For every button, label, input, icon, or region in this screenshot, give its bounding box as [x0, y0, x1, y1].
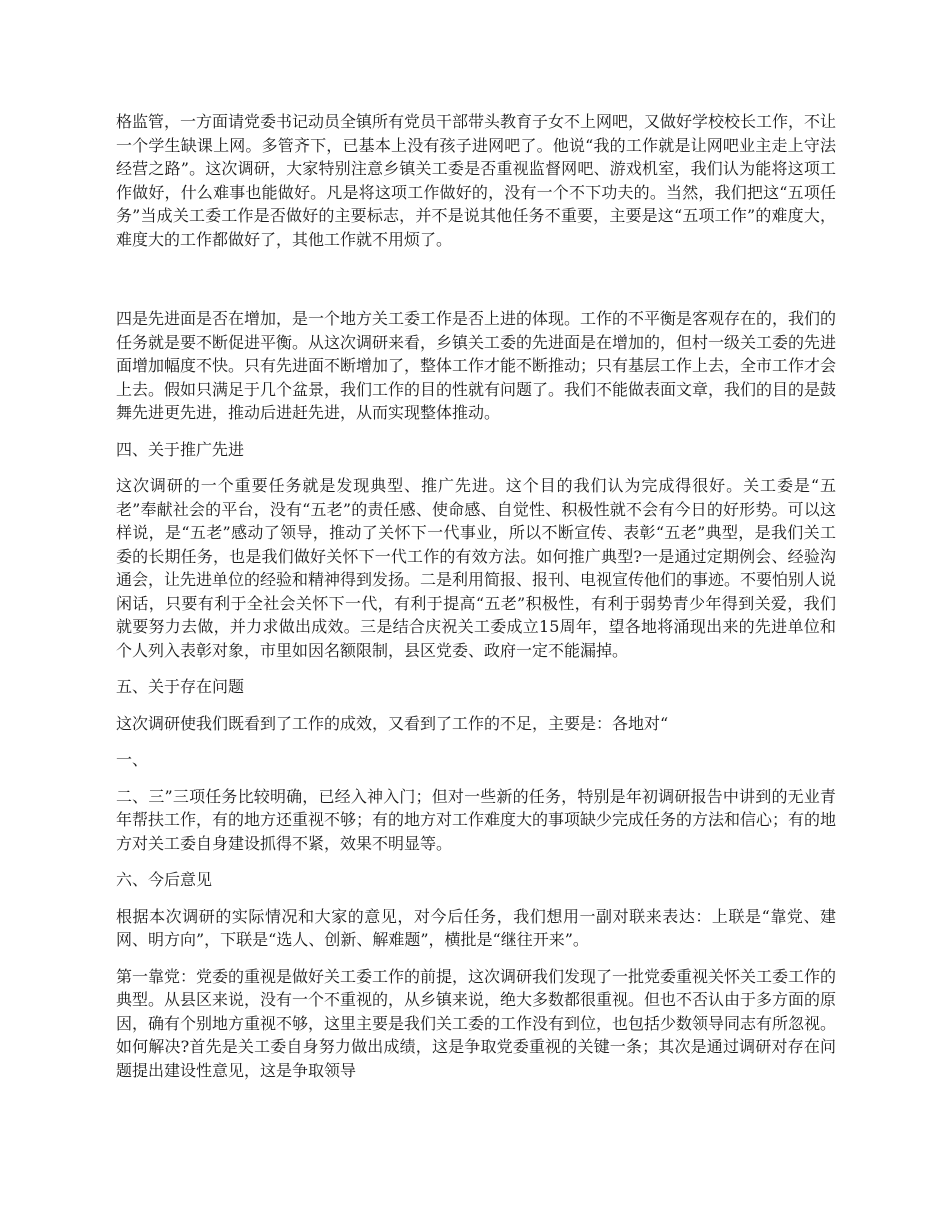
- paragraph: 格监管，一方面请党委书记动员全镇所有党员干部带头教育子女不上网吧，又做好学校校长工作，不让一个学生缺课上网。多管齐下，已基本上没有孩子进网吧了。他说“我的工作就是让网吧业主走上守法经营之路”。这次调研，大家特别注意乡镇关工委是否重视监督网吧、游戏机室，我们认为能将这项工作做好，什么难事也能做好。凡是将这项工作做好的，没有一个不下功夫的。当然，我们把这“五项任务”当成关工委工作是否做好的主要标志，并不是说其他任务不重要，主要是这“五项工作”的难度大，难度大的工作都做好了，其他工作就不用烦了。: [116, 112, 837, 249]
- section-heading: 四、关于推广先进: [116, 439, 245, 459]
- paragraph: 四是先进面是否在增加，是一个地方关工委工作是否上进的体现。工作的不平衡是客观存在的，我们的任务就是要不断促进平衡。从这次调研来看，乡镇关工委的先进面是在增加的，但村一级关工委的先进面增加幅度不快。只有先进面不断增加了，整体工作才能不断推动；只有基层工作上去，全市工作才会上去。假如只满足于几个盆景，我们工作的目的性就有问题了。我们不能做表面文章，我们的目的是鼓舞先进更先进，推动后进赶先进，从而实现整体推动。: [116, 309, 837, 422]
- paragraph: 根据本次调研的实际情况和大家的意见，对今后任务，我们想用一副对联来表达：上联是“靠党、建网、明方向”，下联是“选人、创新、解难题”，横批是“继往开来”。: [116, 906, 836, 949]
- paragraph: 二、三”三项任务比较明确，已经入神入门；但对一些新的任务，特别是年初调研报告中讲到的无业青年帮扶工作，有的地方还重视不够；有的地方对工作难度大的事项缺少完成任务的方法和信心；有的地方对关工委自身建设抓得不紧，效果不明显等。: [116, 786, 837, 853]
- section-heading: 五、关于存在问题: [116, 677, 245, 696]
- document-body: [116, 110, 836, 1095]
- paragraph: 这次调研的一个重要任务就是发现典型、推广先进。这个目的我们认为完成得很好。关工委是“五老”奉献社会的平台，没有“五老”的责任感、使命感、自觉性、积极性就不会有今日的好形势。可以这样说，是“五老”感动了领导，推动了关怀下一代事业，所以不断宣传、表彰“五老”典型，是我们关工委的长期任务，也是我们做好关怀下一代工作的有效方法。如何推广典型?一是通过定期例会、经验沟通会，让先进单位的经验和精神得到发扬。二是利用简报、报刊、电视宣传他们的事迹。不要怕别人说闲话，只要有利于全社会关怀下一代，有利于提高“五老”积极性，有利于弱势青少年得到关爱，我们就要努力去做，并力求做出成效。三是结合庆祝关工委成立15周年，望各地将涌现出来的先进单位和个人列入表彰对象，市里如因名额限制，县区党委、政府一定不能漏掉。: [116, 476, 837, 660]
- paragraph: 第一靠党：党委的重视是做好关工委工作的前提，这次调研我们发现了一批党委重视关怀关工委工作的典型。从县区来说，没有一个不重视的，从乡镇来说，绝大多数都很重视。但也不否认由于多方面的原因，确有个别地方重视不够，这里主要是我们关工委的工作没有到位，也包括少数领导同志有所忽视。如何解决?首先是关工委自身努力做出成绩，这是争取党委重视的关键一条；其次是通过调研对存在问题提出建设性意见，这是争取领导: [116, 966, 837, 1080]
- paragraph: 一、: [116, 750, 149, 769]
- section-heading: 六、今后意见: [116, 870, 213, 889]
- paragraph: 这次调研使我们既看到了工作的成效，又看到了工作的不足，主要是：各地对“: [116, 713, 669, 733]
